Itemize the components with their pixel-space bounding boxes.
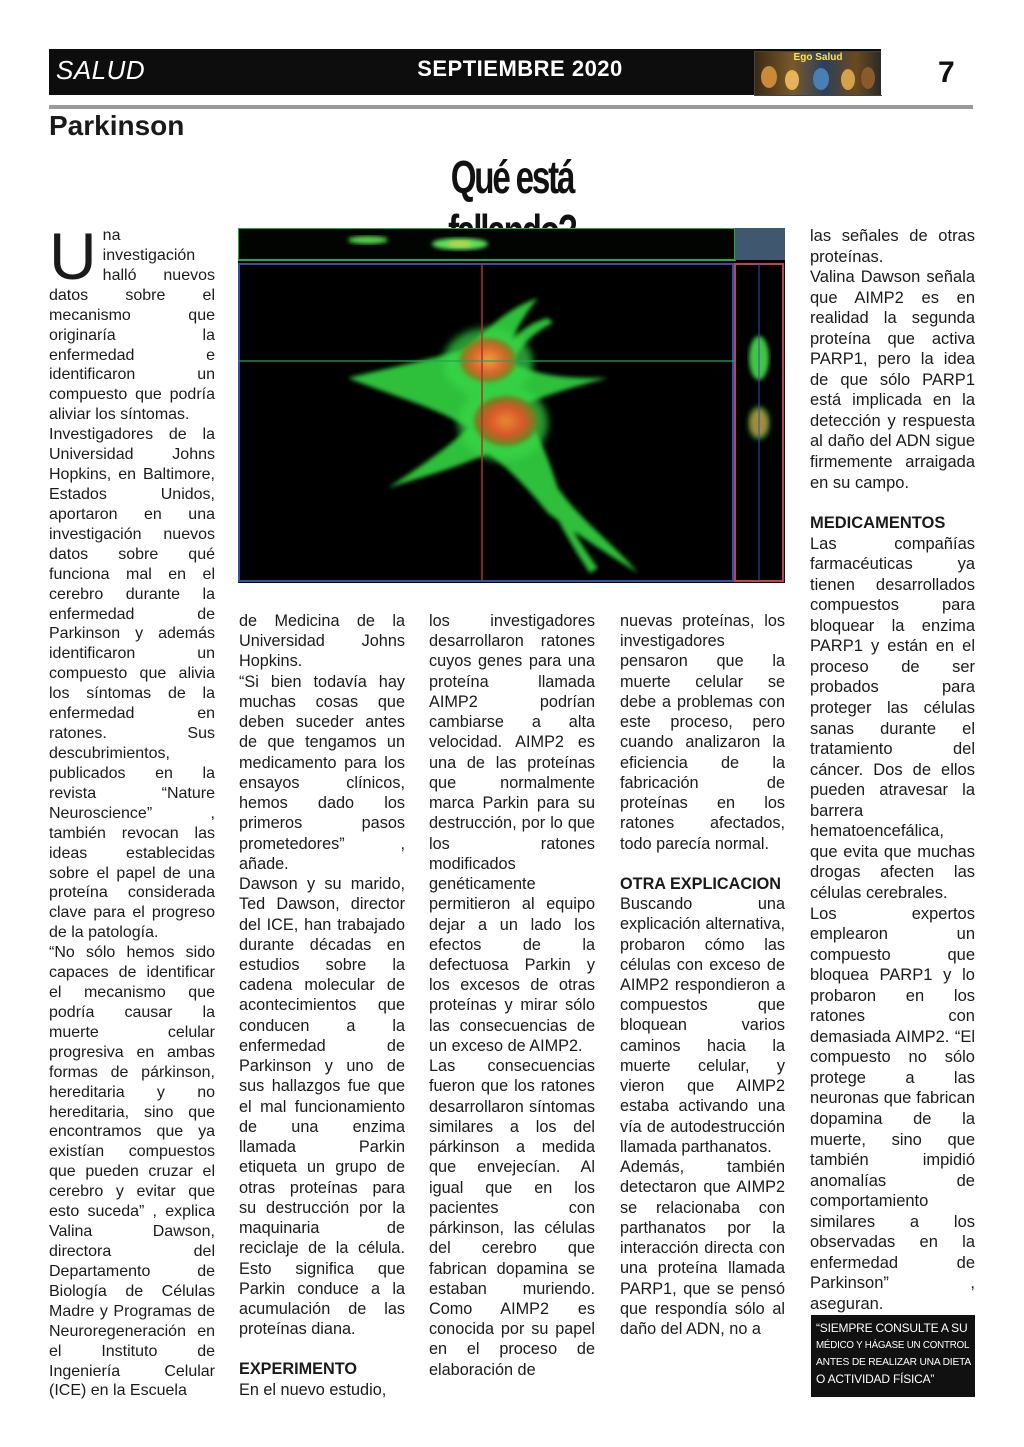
article-column-4 — [620, 611, 785, 1339]
body-paragraph: Buscando una explicación alternativa, probaron cómo las células con exceso de AIMP2 respondieron a compuestos que bloquean varios caminos hacia la muerte celular, y vieron que AIMP2 estaba activando una vía de autodestrucción llamada parthanatos. — [620, 895, 785, 1156]
page-number-box — [881, 49, 973, 95]
callout-line: ANTES DE REALIZAR UNA DIETA — [816, 1357, 972, 1368]
body-paragraph: Los expertos emplearon un compuesto que bloquea PARP1 y lo probaron en los ratones con demasiada AIMP2. “El compuesto no sólo protege a las neuronas que fabrican dopamina de la muerte, sino que también impidió anomalías de comportamiento similares a los observadas en la enfermedad de Parkinson” , aseguran. — [810, 904, 975, 1313]
body-paragraph: las señales de otras proteínas. — [810, 227, 975, 266]
body-paragraph: Dawson y su marido, Ted Dawson, director del ICE, han trabajado durante décadas en estudios sobre la cadena molecular de acontecimientos que conducen a la enfermedad de Parkinson y uno de sus hallazgos fue que el mal funcionamiento de una enzima llamada Parkin etiqueta un grupo de otras proteínas para su destrucción por la maquinaria de reciclaje de la célula. Esto significa que Parkin conduce a la acumulación de las proteínas diana. — [239, 875, 405, 1339]
body-paragraph: Además, también detectaron que AIMP2 se relacionaba con parthanatos por la interacción directa con una proteína llamada PARP1, que se pensó que respondía sólo al daño del ADN, no a — [620, 1158, 785, 1338]
issue-date: SEPTIEMBRE 2020 — [417, 56, 623, 81]
drop-cap: U — [49, 219, 97, 293]
page-number: 7 — [938, 56, 955, 89]
callout-line: “SIEMPRE CONSULTE A SU — [816, 1321, 968, 1335]
body-paragraph: nuevas proteínas, los investigadores pensaron que la muerte celular se debe a problemas con este proceso, pero cuando analizaron la eficiencia de la fabricación de proteínas en los ratones afectados, todo parecía normal. — [620, 612, 785, 853]
body-paragraph: Investigadores de la Universidad Johns Hopkins, en Baltimore, Estados Unidos, aportaron en una investigación nuevos datos sobre qué funciona mal en el cerebro durante la enfermedad de Parkinson y además identificaron un compuesto que alivia los síntomas de la enfermedad en ratones. Sus descubrimientos, publicados en la revista “Nature Neuroscience” , también revocan las ideas establecidas sobre el papel de una proteína considerada clave para el progreso de la patología. — [49, 426, 215, 942]
body-paragraph: “Si bien todavía hay muchas cosas que deben suceder antes de que tengamos un medicamento para los ensayos clínicos, hemos dado los primeros pasos prometedores” , añade. — [239, 672, 405, 873]
microscopy-neuron-image — [238, 228, 785, 583]
article-column-5 — [810, 226, 975, 1314]
body-paragraph: los investigadores desarrollaron ratones cuyos genes para una proteína llamada AIMP2 podrían cambiarse a alta velocidad. AIMP2 es una de las proteínas que normalmente marca Parkin para su destrucción, por lo que los ratones modificados genéticamente permitieron al equipo dejar a un lado los efectos de la defectuosa Parkin y los excesos de otras proteínas y mirar sólo las consecuencias de un exceso de AIMP2. — [429, 612, 595, 1055]
body-paragraph: “No sólo hemos sido capaces de identificar el mecanismo que podría causar la muerte celular progresiva en ambas formas de párkinson, hereditaria y no hereditaria, sino que encontramos que ya existían compuestos que pueden cruzar el cerebro y evitar que esto suceda” , explica Valina Dawson, directora del Departamento de Biología de Células Madre y Programas de Neuroregeneración en el Instituto de Ingeniería Celular (ICE) en la Escuela — [49, 944, 215, 1400]
subheading-medicamentos: MEDICAMENTOS — [810, 514, 946, 533]
body-paragraph: Valina Dawson señala que AIMP2 es en realidad la segunda proteína que activa PARP1, pero la idea de que sólo PARP1 está implicada en la detección y respuesta al daño del ADN sigue firmemente arraigada en su campo. — [810, 268, 975, 492]
topic-label: Parkinson — [49, 110, 185, 141]
intro-paragraph: Una investigación halló nuevos datos sobre el mecanismo que originaría la enfermedad e identificaron un compuesto que podría aliviar los síntomas. — [49, 219, 215, 424]
header-rule — [49, 105, 973, 109]
body-paragraph: Las compañías farmacéuticas ya tienen desarrollados compuestos para bloquear la enzima PARP1 y están en el proceso de ser probados para proteger las células sanas durante el tratamiento del cáncer. Dos de ellos pueden atravesar la barrera hematoencefálica, que evita que muchas drogas afecten las células cerebrales. — [810, 534, 975, 902]
callout-line: O ACTIVIDAD FÍSICA” — [816, 1372, 935, 1386]
health-advice-callout — [811, 1315, 975, 1397]
callout-line: MÉDICO Y HÁGASE UN CONTROL — [816, 1340, 970, 1351]
neuron-illustration — [238, 228, 785, 583]
article-column-1 — [49, 219, 215, 1401]
logo-text: Ego Salud — [793, 52, 843, 63]
article-column-3 — [429, 611, 595, 1380]
subheading-otra-explicacion: OTRA EXPLICACION — [620, 874, 782, 893]
subheading-experimento: EXPERIMENTO — [239, 1360, 357, 1379]
section-label: SALUD — [56, 55, 146, 85]
article-column-2 — [239, 611, 405, 1400]
body-paragraph: Las consecuencias fueron que los ratones desarrollaron síntomas similares a los del párkinson a medida que envejecían. Al igual que en los pacientes con párkinson, las células del cerebro que fabrican dopamina se estaban muriendo. Como AIMP2 es conocida por su papel en el proceso de elaboración de — [429, 1057, 595, 1379]
publication-logo — [754, 51, 882, 96]
body-paragraph: de Medicina de la Universidad Johns Hopkins. — [239, 612, 405, 671]
headline: Qué está — [450, 151, 574, 203]
body-paragraph: En el nuevo estudio, — [239, 1380, 387, 1399]
